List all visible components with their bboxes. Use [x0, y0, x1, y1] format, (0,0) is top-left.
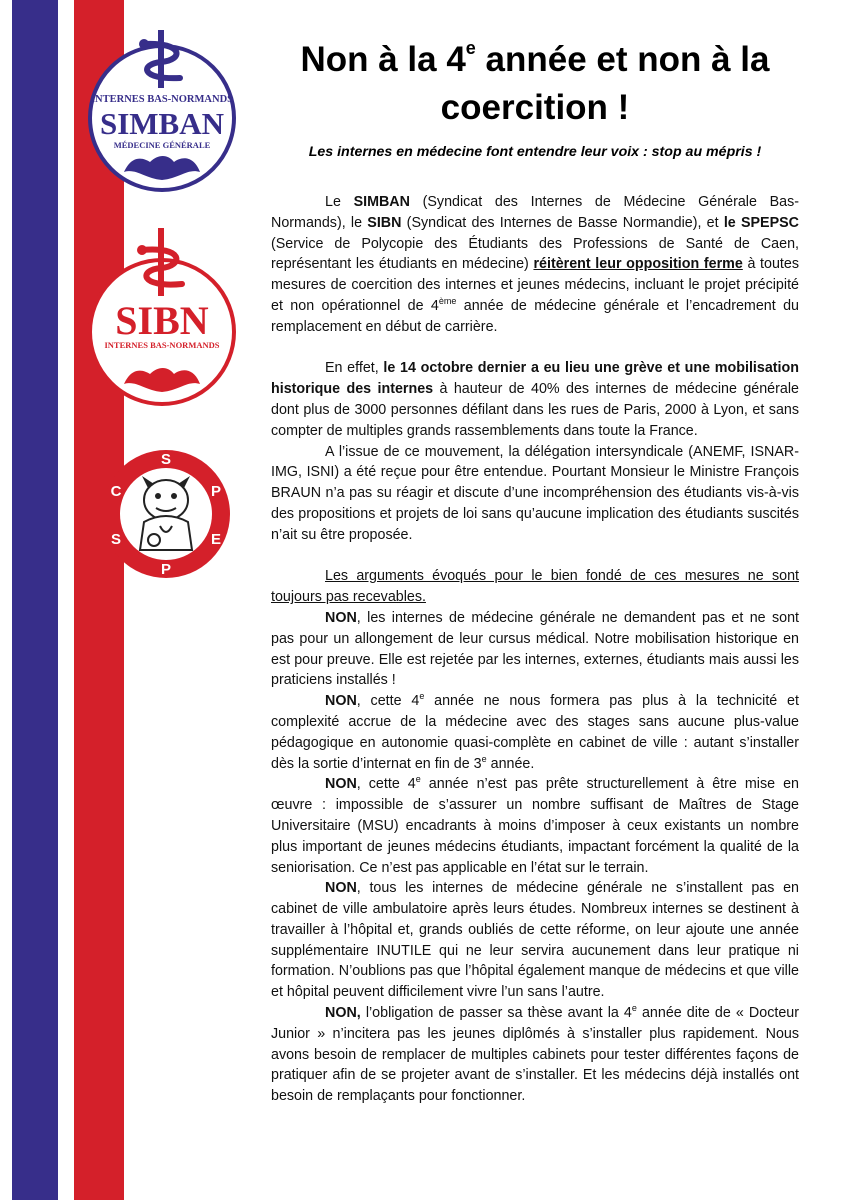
spepsc-letter-right-top: P: [210, 483, 222, 500]
paragraph-non-3: NON, cette 4e année n’est pas prête structurellement à être mise en œuvre : impossible de s’assurer un nombre suffisant de Maîtres de Stage Universitaire (MSU) encadrants à moins d’imposer à ceux existants un nombre plus important de jeunes médecins étudiants, impactant forcément la qualité de la seniorisation. Ce n’est pas applicable en l’état sur le terrain.: [271, 774, 799, 876]
paragraph-strike: En effet, le 14 octobre dernier a eu lieu une grève et une mobilisation historique des internes à hauteur de 40% des internes de médecine générale dont plus de 3000 personnes défilant dans les rues de Paris, 2000 à Lyon, et sans compter de multiples grands rassemblements dans toute la France.: [271, 360, 799, 439]
spepsc-letter-left-top: C: [110, 483, 122, 500]
paragraph-non-2: NON, cette 4e année ne nous formera pas plus à la technicité et complexité accrue de la médecine avec des stages sans aucune plus-value pédagogique en autonomie quasi-complète en cabinet de ville : autant s’installer dès la sortie d’internat en fin de 3e année.: [271, 691, 799, 772]
document-subtitle: Les internes en médecine font entendre leur voix : stop au mépris !: [308, 144, 762, 160]
document-content: [271, 36, 799, 1107]
left-blue-stripe: [12, 0, 58, 1200]
spepsc-letter-bottom: P: [160, 561, 172, 578]
spepsc-logo: [96, 440, 236, 588]
sibn-logo: [84, 222, 240, 408]
paragraph-delegation: A l’issue de ce mouvement, la délégation intersyndicale (ANEMF, ISNAR-IMG, ISNI) a été reçue pour être entendue. Pourtant Monsieur le Ministre François BRAUN n’a pas su réagir et discute d’une incompréhension des étudiants vis-à-vis des propositions et projets de loi sans qu’aucune implication des étudiants suscités n’ait su être proposée.: [271, 443, 799, 543]
simban-name: SIMBAN: [99, 106, 225, 141]
spepsc-letter-right-bottom: E: [210, 531, 222, 548]
paragraph-arguments: Les arguments évoqués pour le bien fondé de ces mesures ne sont toujours pas recevables.: [271, 568, 799, 606]
document-title: Non à la 4e année et non à la coercition !: [300, 38, 770, 127]
simban-bottom-text: MÉDECINE GÉNÉRALE: [113, 140, 211, 150]
paragraph-non-4: NON, tous les internes de médecine générale ne s’installent pas en cabinet de ville ambulatoire après leurs études. Nombreux internes se destinent à travailler à l’hôpital et, grands oubliés de cette réforme, on leur ajoute une année supplémentaire INUTILE qui ne leur servira aucunement dans leur pratique ni formation. N’oublions pas que l’hôpital également manque de médecins et que ville et hôpital peuvent difficilement vivre l’un sans l’autre.: [271, 880, 799, 1001]
document-body: [271, 192, 799, 1107]
paragraph-intro: Le SIMBAN (Syndicat des Internes de Médecine Générale Bas-Normands), le SIBN (Syndicat des Internes de Basse Normandie), et le SPEPSC (Service de Polycopie des Étudiants des Professions de Santé de Caen, représentant les étudiants en médecine) réitèrent leur opposition ferme à toutes mesures de coercition des internes et jeunes médecins, incluant le projet précipité et non opérationnel de 4ème année de médecine générale et l’encadrement du remplacement en début de carrière.: [271, 194, 800, 335]
spepsc-letter-top: S: [160, 451, 172, 468]
spepsc-letter-left-bottom: S: [110, 531, 122, 548]
simban-top-text: INTERNES BAS-NORMANDS: [90, 94, 234, 105]
left-white-stripe: [58, 0, 74, 1200]
simban-logo: [84, 22, 240, 194]
paragraph-non-1: NON, les internes de médecine générale ne demandent pas et ne sont pas pour un allongement de leur cursus médical. Notre mobilisation historique en est pour preuve. Elle est rejetée par les internes, externes, étudiants mais aussi les praticiens installés !: [271, 609, 799, 689]
paragraph-non-5: NON, l’obligation de passer sa thèse avant la 4e année dite de « Docteur Junior » n’incitera pas les jeunes diplômés à s’installer plus rapidement. Nous avons besoin de remplacer de multiples cabinets pour tester différentes façons de pratiquer afin de se projeter avant de s’installer. Et les médecins déjà installés ont besoin de remplaçants pour fonctionner.: [271, 1003, 799, 1105]
sibn-name: SIBN: [115, 298, 209, 343]
sibn-bottom-text: INTERNES BAS-NORMANDS: [104, 340, 220, 350]
